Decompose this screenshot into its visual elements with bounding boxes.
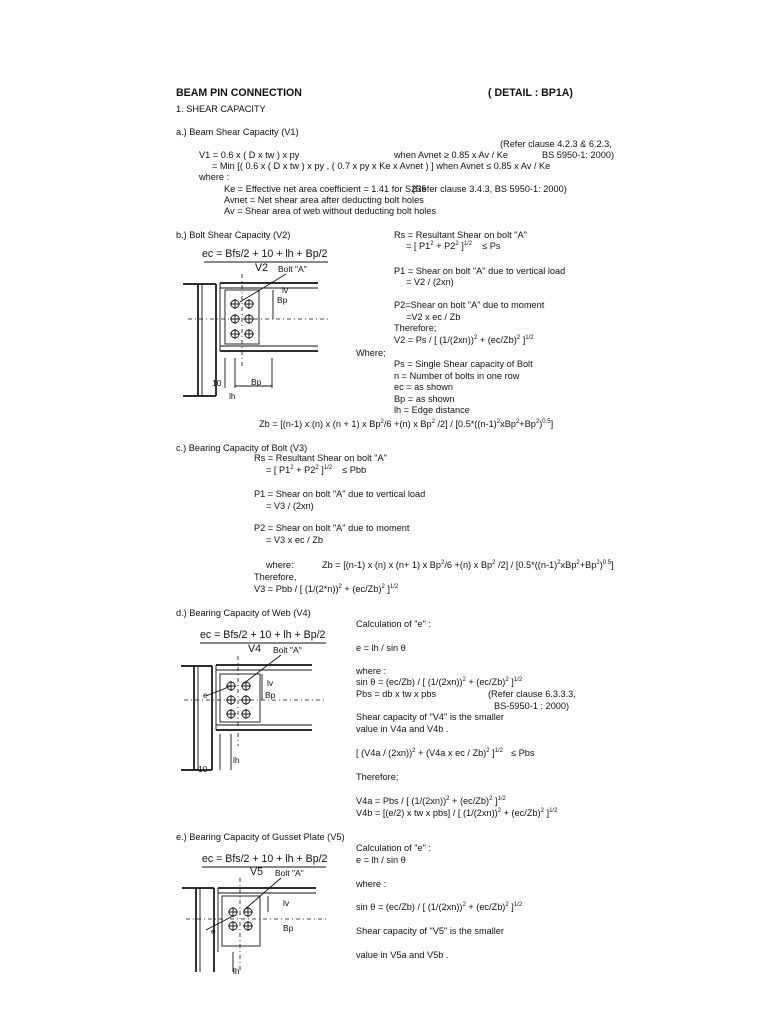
figure-gusset-bearing (176, 852, 336, 976)
fig-b-bolt-label: Bolt "A" (278, 264, 307, 274)
d-e-formula: e = lh / sin θ (356, 643, 406, 653)
a-equation-1: V1 = 0.6 x ( D x tw ) x py (199, 150, 300, 160)
fig-d-lv-label: lv (267, 678, 274, 688)
d-shear-capacity-2: value in V4a and V4b . (356, 724, 449, 734)
b-therefore: Therefore; (394, 323, 437, 333)
e-shear-capacity-1: Shear capacity of "V5" is the smaller (356, 926, 504, 936)
fig-e-bp-label: Bp (283, 923, 294, 933)
section-heading: 1. SHEAR CAPACITY (176, 104, 266, 114)
d-reference: (Refer clause 6.3.3.3, (488, 689, 576, 699)
a-ke-reference: (Refer clause 3.4.3, BS 5950-1: 2000) (412, 184, 567, 194)
e-calc-e: Calculation of "e" : (356, 843, 431, 853)
a-reference: (Refer clause 4.2.3 & 6.2.3, (500, 139, 612, 149)
c-v3-formula: V3 = Pbb / [ $(1/(2*n))^2 + (ec/Zb)^2$ ]$^{1/2}$ (254, 584, 399, 594)
e-e-formula: e = lh / sin θ (356, 855, 406, 865)
c-resultant: Rs = Resultant Shear on bolt "A" (254, 453, 387, 463)
e-where: where : (356, 879, 387, 889)
d-shear-capacity-1: Shear capacity of "V4" is the smaller (356, 712, 504, 722)
fig-e-v-label: V5 (250, 866, 263, 878)
fig-d-v-label: V4 (248, 643, 261, 655)
c-p1-formula: = V3 / (2xn) (266, 501, 314, 511)
fig-d-ten-label: 10 (198, 764, 208, 774)
document-title: BEAM PIN CONNECTION (176, 87, 302, 99)
d-bs-reference: BS-5950-1 : 2000) (494, 701, 570, 711)
d-pbs-formula: Pbs = db x tw x pbs (356, 689, 436, 699)
b-p2: P2=Shear on bolt "A" due to moment (394, 300, 545, 310)
fig-d-lh-label: lh (233, 755, 240, 765)
fig-b-lv-label: lv (282, 285, 289, 295)
a-heading: a.) Beam Shear Capacity (V1) (176, 127, 299, 137)
d-therefore: Therefore; (356, 772, 399, 782)
b-where: Where; (356, 348, 386, 358)
fig-e-bolt-label: Bolt "A" (275, 868, 304, 878)
fig-d-bp-label: Bp (265, 690, 276, 700)
b-heading: b.) Bolt Shear Capacity (V2) (176, 230, 291, 240)
d-where: where : (356, 666, 387, 676)
c-heading: c.) Bearing Capacity of Bolt (V3) (176, 443, 308, 453)
fig-d-ec-label: ec = Bfs/2 + 10 + lh + Bp/2 (200, 629, 326, 641)
fig-b-bp-label: Bp (251, 377, 262, 387)
fig-b-lh-label: lh (229, 391, 236, 401)
a-equation-2: = Min [( 0.6 x ( D x tw ) x py , ( 0.7 x py x Ke x Avnet ) ] when Avnet ≤ 0.85 x Av / Ke (212, 161, 551, 171)
d-calc-e: Calculation of "e" : (356, 619, 431, 629)
a-condition-1: when Avnet ≥ 0.85 x Av / Ke (394, 150, 509, 160)
fig-d-e-line (206, 686, 231, 696)
fig-d-bolt-label: Bolt "A" (273, 645, 302, 655)
c-p2-formula: = V3 x ec / Zb (266, 535, 323, 545)
c-therefore: Therefore, (254, 572, 297, 582)
b-p2-formula: =V2 x ec / Zb (406, 312, 461, 322)
d-inequality: [ (V4a / (2xn))$^2$ + (V4a x ec / Zb)$^2$ ]$^{1/2}$ ≤ Pbs (356, 748, 535, 758)
a-where: where : (199, 172, 230, 182)
fig-e-ec-label: ec = Bfs/2 + 10 + lh + Bp/2 (202, 853, 328, 865)
fig-b-ten-label: 10 (212, 378, 222, 388)
c-zb-formula: Zb = [(n-1) x (n) x (n+ 1) x $Bp^2/6 +(n)$ x Bp$^2$ $/2] / [0.5*((n-1)^2xBp^2+Bp^2)^{0.5}]$ (322, 560, 614, 570)
e-sin-formula: sin θ = (ec/Zb) / [ $(1/(2xn))^2 + (ec/Zb)^2$ ]$^{1/2}$ (356, 902, 523, 912)
b-v2-formula: V2 = Ps / [ $(1/(2xn))^2 + (ec/Zb)^2$ ]$^{1/2}$ (394, 335, 534, 345)
figure-bolt-shear (178, 246, 338, 404)
d-sin-formula: sin θ = (ec/Zb) / [ $(1/(2xn))^2 + (ec/Zb)^2$ ]$^{1/2}$ (356, 677, 523, 687)
a-ke-definition: Ke = Effective net area coefficient = 1.41 for S235 (224, 184, 427, 194)
fig-d-e-label: e (203, 690, 208, 700)
b-bp-definition: Bp = as shown (394, 394, 455, 404)
fig-e-lv-label: lv (283, 898, 290, 908)
fig-e-bolt-leader (244, 878, 281, 910)
fig-b-ec-label: ec = Bfs/2 + 10 + lh + Bp/2 (202, 248, 328, 260)
fig-e-fin-plate (222, 896, 260, 946)
fig-e-lh-label: lh (233, 966, 240, 976)
a-bs-reference: BS 5950-1: 2000) (542, 150, 615, 160)
c-p2: P2 = Shear on bolt "A" due to moment (254, 523, 410, 533)
b-zb-formula: Zb = [(n-1) x (n) x (n + 1) x $Bp^2/6 +(n)$ x Bp$^2$ $/2] / [0.5*((n-1)^2xBp^2+Bp^2)^{0.5}]$ (259, 419, 554, 429)
b-ec-definition: ec = as shown (394, 382, 453, 392)
d-v4a-formula: V4a = Pbs / [ $(1/(2xn))^2 + (ec/Zb)^2$ ]$^{1/2}$ (356, 796, 506, 806)
fig-d-fin-plate (220, 674, 260, 722)
figure-web-bearing (176, 628, 336, 778)
a-avnet-definition: Avnet = Net shear area after deducting bolt holes (224, 195, 424, 205)
d-v4b-formula: V4b = [(e/2) x tw x pbs] / [ $(1/(2xn))^2 + (ec/Zb)^2$ ]$^{1/2}$ (356, 808, 558, 818)
d-heading: d.) Bearing Capacity of Web (V4) (176, 608, 311, 618)
e-shear-capacity-2: value in V5a and V5b . (356, 950, 449, 960)
b-ps-definition: Ps = Single Shear capacity of Bolt (394, 359, 533, 369)
fig-e-e-label: e (211, 926, 216, 936)
b-lh-definition: lh = Edge distance (394, 405, 470, 415)
b-n-definition: n = Number of bolts in one row (394, 371, 520, 381)
b-resultant: Rs = Resultant Shear on bolt "A" (394, 230, 527, 240)
detail-reference: ( DETAIL : BP1A) (488, 87, 573, 99)
a-av-definition: Av = Shear area of web without deducting bolt holes (224, 206, 437, 216)
fig-b-v-label: V2 (255, 262, 268, 274)
b-p1-formula: = V2 / (2xn) (406, 277, 454, 287)
c-p1: P1 = Shear on bolt "A" due to vertical load (254, 489, 426, 499)
e-heading: e.) Bearing Capacity of Gusset Plate (V5) (176, 832, 345, 842)
c-resultant-formula: = [ $P1^2 + P2^2$ ]$^{1/2}$ ≤ Pbb (266, 465, 367, 475)
b-resultant-formula: = [ $P1^2 + P2^2$ ]$^{1/2}$ ≤ Ps (406, 241, 501, 251)
fig-b-bp-vertical-label: Bp (277, 295, 288, 305)
b-p1: P1 = Shear on bolt "A" due to vertical load (394, 266, 566, 276)
c-where: where: (266, 560, 294, 570)
